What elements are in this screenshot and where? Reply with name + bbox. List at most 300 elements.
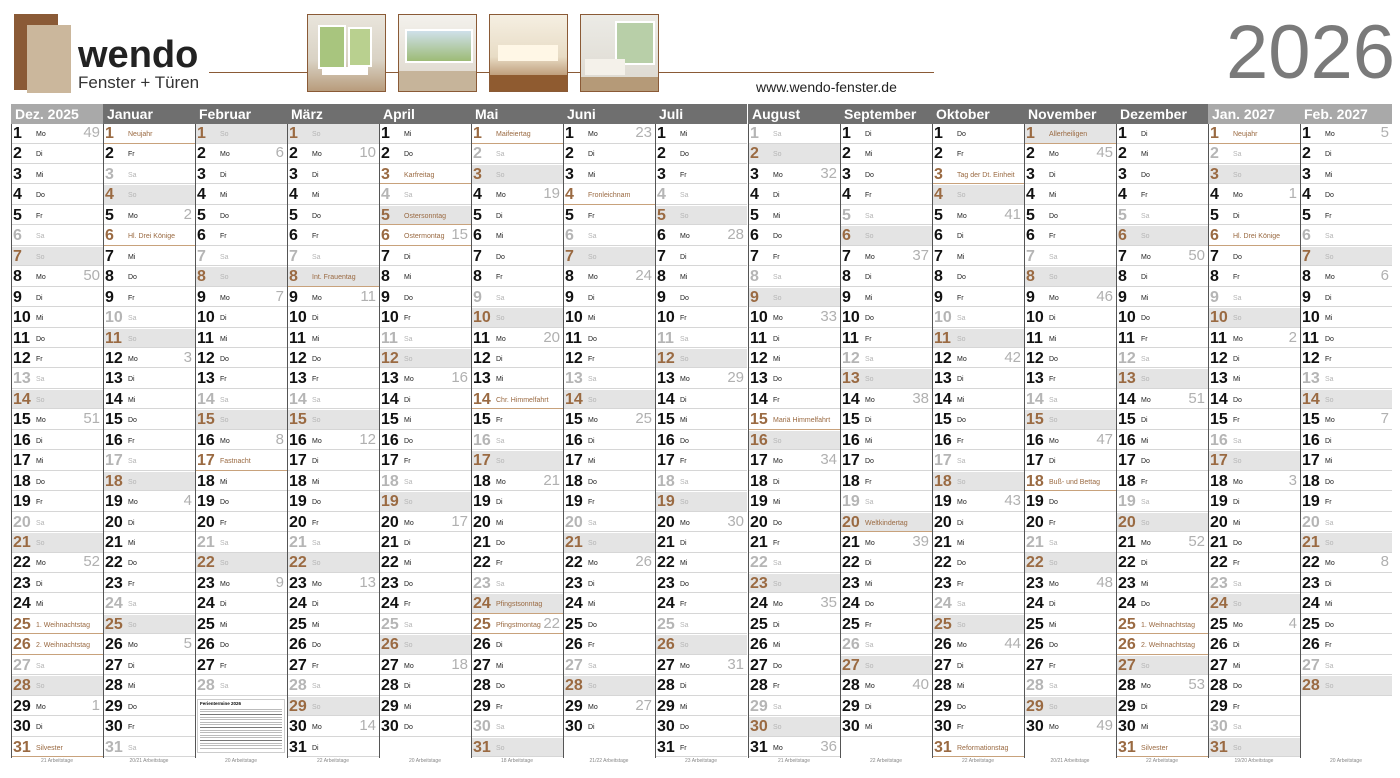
day-cell[interactable] (1024, 594, 1116, 614)
day-cell[interactable] (1024, 349, 1116, 369)
day-cell[interactable] (932, 533, 1024, 553)
day-cell[interactable] (103, 656, 195, 676)
day-cell[interactable] (655, 144, 747, 164)
day-cell[interactable] (1116, 226, 1208, 246)
day-cell[interactable] (1024, 533, 1116, 553)
day-cell[interactable] (932, 656, 1024, 676)
day-cell[interactable] (932, 369, 1024, 389)
day-cell[interactable] (563, 676, 655, 696)
day-cell[interactable] (379, 165, 471, 185)
day-cell[interactable] (1024, 513, 1116, 533)
day-cell[interactable] (932, 267, 1024, 287)
day-cell[interactable] (471, 656, 563, 676)
day-cell[interactable] (287, 615, 379, 635)
day-cell[interactable] (1116, 635, 1208, 655)
day-cell[interactable] (932, 513, 1024, 533)
day-cell[interactable] (195, 533, 287, 553)
day-cell[interactable] (1208, 676, 1300, 696)
day-cell[interactable] (1300, 615, 1392, 635)
day-cell[interactable] (563, 697, 655, 717)
day-cell[interactable] (1116, 329, 1208, 349)
day-cell[interactable] (1116, 738, 1208, 758)
day-cell[interactable] (287, 410, 379, 430)
day-cell[interactable] (11, 533, 103, 553)
day-cell[interactable] (1024, 615, 1116, 635)
day-cell[interactable] (563, 635, 655, 655)
day-cell[interactable] (1024, 369, 1116, 389)
day-cell[interactable] (195, 472, 287, 492)
day-cell[interactable] (379, 369, 471, 389)
day-cell[interactable] (1024, 553, 1116, 573)
day-cell[interactable] (655, 615, 747, 635)
day-cell[interactable] (471, 738, 563, 758)
day-cell[interactable] (287, 513, 379, 533)
day-cell[interactable] (287, 574, 379, 594)
day-cell[interactable] (932, 308, 1024, 328)
day-cell[interactable] (1208, 144, 1300, 164)
day-cell[interactable] (1208, 288, 1300, 308)
day-cell[interactable] (379, 635, 471, 655)
day-cell[interactable] (748, 513, 840, 533)
day-cell[interactable] (748, 594, 840, 614)
day-cell[interactable] (748, 574, 840, 594)
day-cell[interactable] (287, 185, 379, 205)
day-cell[interactable] (563, 594, 655, 614)
day-cell[interactable] (103, 492, 195, 512)
day-cell[interactable] (287, 431, 379, 451)
day-cell[interactable] (195, 594, 287, 614)
day-cell[interactable] (195, 451, 287, 471)
day-cell[interactable] (563, 451, 655, 471)
day-cell[interactable] (379, 226, 471, 246)
day-cell[interactable] (287, 492, 379, 512)
day-cell[interactable] (1300, 206, 1392, 226)
day-cell[interactable] (840, 553, 932, 573)
day-cell[interactable] (1024, 165, 1116, 185)
day-cell[interactable] (287, 553, 379, 573)
day-cell[interactable] (103, 635, 195, 655)
day-cell[interactable] (1024, 717, 1116, 737)
day-cell[interactable] (563, 513, 655, 533)
day-cell[interactable] (471, 390, 563, 410)
day-cell[interactable] (1116, 697, 1208, 717)
day-cell[interactable] (932, 738, 1024, 758)
day-cell[interactable] (748, 717, 840, 737)
day-cell[interactable] (471, 492, 563, 512)
day-cell[interactable] (287, 738, 379, 758)
day-cell[interactable] (195, 226, 287, 246)
day-cell[interactable] (748, 226, 840, 246)
day-cell[interactable] (287, 267, 379, 287)
day-cell[interactable] (840, 615, 932, 635)
day-cell[interactable] (1300, 267, 1392, 287)
day-cell[interactable] (1300, 410, 1392, 430)
day-cell[interactable] (11, 738, 103, 758)
day-cell[interactable] (379, 144, 471, 164)
day-cell[interactable] (471, 553, 563, 573)
day-cell[interactable] (1116, 717, 1208, 737)
day-cell[interactable] (932, 472, 1024, 492)
day-cell[interactable] (195, 676, 287, 696)
day-cell[interactable] (655, 717, 747, 737)
day-cell[interactable] (655, 329, 747, 349)
day-cell[interactable] (103, 533, 195, 553)
day-cell[interactable] (287, 288, 379, 308)
day-cell[interactable] (103, 349, 195, 369)
day-cell[interactable] (1300, 165, 1392, 185)
day-cell[interactable] (1116, 431, 1208, 451)
day-cell[interactable] (11, 247, 103, 267)
day-cell[interactable] (840, 185, 932, 205)
day-cell[interactable] (287, 390, 379, 410)
day-cell[interactable] (748, 410, 840, 430)
day-cell[interactable] (103, 431, 195, 451)
day-cell[interactable] (1116, 574, 1208, 594)
day-cell[interactable] (471, 533, 563, 553)
day-cell[interactable] (379, 676, 471, 696)
day-cell[interactable] (1116, 594, 1208, 614)
day-cell[interactable] (748, 615, 840, 635)
day-cell[interactable] (379, 574, 471, 594)
day-cell[interactable] (1024, 431, 1116, 451)
day-cell[interactable] (932, 492, 1024, 512)
day-cell[interactable] (471, 329, 563, 349)
day-cell[interactable] (840, 492, 932, 512)
day-cell[interactable] (932, 288, 1024, 308)
day-cell[interactable] (379, 349, 471, 369)
day-cell[interactable] (1024, 676, 1116, 696)
day-cell[interactable] (195, 329, 287, 349)
day-cell[interactable] (11, 267, 103, 287)
day-cell[interactable] (1116, 206, 1208, 226)
day-cell[interactable] (1024, 308, 1116, 328)
day-cell[interactable] (195, 288, 287, 308)
day-cell[interactable] (932, 349, 1024, 369)
day-cell[interactable] (11, 124, 103, 144)
day-cell[interactable] (195, 308, 287, 328)
day-cell[interactable] (932, 635, 1024, 655)
day-cell[interactable] (563, 472, 655, 492)
day-cell[interactable] (11, 369, 103, 389)
day-cell[interactable] (471, 717, 563, 737)
day-cell[interactable] (932, 431, 1024, 451)
day-cell[interactable] (471, 288, 563, 308)
day-cell[interactable] (103, 288, 195, 308)
day-cell[interactable] (932, 144, 1024, 164)
day-cell[interactable] (11, 492, 103, 512)
day-cell[interactable] (563, 717, 655, 737)
day-cell[interactable] (103, 472, 195, 492)
day-cell[interactable] (655, 410, 747, 430)
day-cell[interactable] (1208, 697, 1300, 717)
day-cell[interactable] (11, 717, 103, 737)
day-cell[interactable] (287, 533, 379, 553)
day-cell[interactable] (840, 656, 932, 676)
day-cell[interactable] (11, 472, 103, 492)
day-cell[interactable] (563, 144, 655, 164)
day-cell[interactable] (11, 226, 103, 246)
day-cell[interactable] (840, 165, 932, 185)
day-cell[interactable] (287, 144, 379, 164)
day-cell[interactable] (379, 206, 471, 226)
day-cell[interactable] (840, 431, 932, 451)
day-cell[interactable] (1116, 553, 1208, 573)
day-cell[interactable] (932, 717, 1024, 737)
day-cell[interactable] (103, 410, 195, 430)
day-cell[interactable] (11, 656, 103, 676)
day-cell[interactable] (1208, 615, 1300, 635)
day-cell[interactable] (655, 226, 747, 246)
day-cell[interactable] (1208, 472, 1300, 492)
day-cell[interactable] (840, 574, 932, 594)
day-cell[interactable] (563, 206, 655, 226)
day-cell[interactable] (1116, 267, 1208, 287)
day-cell[interactable] (103, 697, 195, 717)
day-cell[interactable] (471, 615, 563, 635)
day-cell[interactable] (195, 185, 287, 205)
day-cell[interactable] (748, 635, 840, 655)
day-cell[interactable] (1024, 697, 1116, 717)
day-cell[interactable] (379, 329, 471, 349)
day-cell[interactable] (1300, 676, 1392, 696)
day-cell[interactable] (379, 697, 471, 717)
day-cell[interactable] (195, 165, 287, 185)
day-cell[interactable] (655, 594, 747, 614)
day-cell[interactable] (471, 124, 563, 144)
day-cell[interactable] (1208, 533, 1300, 553)
day-cell[interactable] (195, 635, 287, 655)
day-cell[interactable] (1300, 349, 1392, 369)
day-cell[interactable] (287, 697, 379, 717)
website-url[interactable]: www.wendo-fenster.de (756, 79, 897, 95)
day-cell[interactable] (1024, 144, 1116, 164)
day-cell[interactable] (748, 349, 840, 369)
day-cell[interactable] (471, 349, 563, 369)
day-cell[interactable] (1116, 472, 1208, 492)
day-cell[interactable] (655, 369, 747, 389)
day-cell[interactable] (471, 144, 563, 164)
day-cell[interactable] (1116, 288, 1208, 308)
day-cell[interactable] (471, 369, 563, 389)
day-cell[interactable] (748, 267, 840, 287)
day-cell[interactable] (563, 492, 655, 512)
day-cell[interactable] (1024, 492, 1116, 512)
day-cell[interactable] (379, 267, 471, 287)
day-cell[interactable] (748, 472, 840, 492)
day-cell[interactable] (840, 288, 932, 308)
day-cell[interactable] (1024, 451, 1116, 471)
day-cell[interactable] (840, 349, 932, 369)
day-cell[interactable] (932, 451, 1024, 471)
day-cell[interactable] (655, 656, 747, 676)
day-cell[interactable] (1208, 185, 1300, 205)
day-cell[interactable] (1208, 451, 1300, 471)
day-cell[interactable] (1300, 574, 1392, 594)
day-cell[interactable] (195, 656, 287, 676)
day-cell[interactable] (1300, 635, 1392, 655)
day-cell[interactable] (103, 369, 195, 389)
day-cell[interactable] (932, 206, 1024, 226)
day-cell[interactable] (748, 390, 840, 410)
day-cell[interactable] (103, 513, 195, 533)
day-cell[interactable] (840, 451, 932, 471)
day-cell[interactable] (103, 553, 195, 573)
day-cell[interactable] (103, 308, 195, 328)
day-cell[interactable] (287, 594, 379, 614)
day-cell[interactable] (932, 247, 1024, 267)
day-cell[interactable] (471, 472, 563, 492)
day-cell[interactable] (379, 594, 471, 614)
day-cell[interactable] (103, 594, 195, 614)
day-cell[interactable] (1116, 124, 1208, 144)
day-cell[interactable] (563, 656, 655, 676)
day-cell[interactable] (11, 185, 103, 205)
day-cell[interactable] (379, 656, 471, 676)
day-cell[interactable] (1024, 185, 1116, 205)
day-cell[interactable] (932, 226, 1024, 246)
day-cell[interactable] (471, 513, 563, 533)
day-cell[interactable] (1024, 329, 1116, 349)
day-cell[interactable] (11, 165, 103, 185)
day-cell[interactable] (379, 390, 471, 410)
day-cell[interactable] (1300, 533, 1392, 553)
day-cell[interactable] (103, 247, 195, 267)
day-cell[interactable] (287, 247, 379, 267)
day-cell[interactable] (655, 390, 747, 410)
day-cell[interactable] (1116, 390, 1208, 410)
day-cell[interactable] (1116, 144, 1208, 164)
day-cell[interactable] (11, 635, 103, 655)
day-cell[interactable] (195, 431, 287, 451)
day-cell[interactable] (287, 451, 379, 471)
day-cell[interactable] (1116, 533, 1208, 553)
day-cell[interactable] (195, 410, 287, 430)
day-cell[interactable] (748, 431, 840, 451)
day-cell[interactable] (840, 308, 932, 328)
day-cell[interactable] (840, 410, 932, 430)
day-cell[interactable] (840, 472, 932, 492)
day-cell[interactable] (840, 513, 932, 533)
day-cell[interactable] (287, 472, 379, 492)
day-cell[interactable] (195, 206, 287, 226)
day-cell[interactable] (1300, 124, 1392, 144)
day-cell[interactable] (748, 165, 840, 185)
day-cell[interactable] (1208, 349, 1300, 369)
day-cell[interactable] (1208, 574, 1300, 594)
day-cell[interactable] (655, 288, 747, 308)
day-cell[interactable] (11, 676, 103, 696)
day-cell[interactable] (1024, 267, 1116, 287)
day-cell[interactable] (287, 369, 379, 389)
day-cell[interactable] (1208, 594, 1300, 614)
day-cell[interactable] (840, 697, 932, 717)
day-cell[interactable] (103, 717, 195, 737)
day-cell[interactable] (1116, 451, 1208, 471)
day-cell[interactable] (11, 594, 103, 614)
day-cell[interactable] (195, 513, 287, 533)
day-cell[interactable] (11, 431, 103, 451)
day-cell[interactable] (379, 615, 471, 635)
day-cell[interactable] (11, 697, 103, 717)
day-cell[interactable] (471, 431, 563, 451)
day-cell[interactable] (11, 451, 103, 471)
day-cell[interactable] (103, 267, 195, 287)
day-cell[interactable] (11, 144, 103, 164)
day-cell[interactable] (471, 697, 563, 717)
day-cell[interactable] (563, 226, 655, 246)
day-cell[interactable] (1116, 165, 1208, 185)
day-cell[interactable] (1024, 124, 1116, 144)
day-cell[interactable] (11, 410, 103, 430)
day-cell[interactable] (655, 676, 747, 696)
day-cell[interactable] (471, 451, 563, 471)
day-cell[interactable] (1208, 738, 1300, 758)
day-cell[interactable] (1116, 185, 1208, 205)
day-cell[interactable] (379, 472, 471, 492)
day-cell[interactable] (748, 553, 840, 573)
day-cell[interactable] (1300, 472, 1392, 492)
day-cell[interactable] (1300, 185, 1392, 205)
day-cell[interactable] (471, 574, 563, 594)
day-cell[interactable] (1024, 247, 1116, 267)
day-cell[interactable] (840, 124, 932, 144)
day-cell[interactable] (11, 349, 103, 369)
day-cell[interactable] (1300, 369, 1392, 389)
day-cell[interactable] (840, 206, 932, 226)
day-cell[interactable] (471, 635, 563, 655)
day-cell[interactable] (748, 697, 840, 717)
day-cell[interactable] (932, 574, 1024, 594)
day-cell[interactable] (655, 472, 747, 492)
day-cell[interactable] (103, 165, 195, 185)
day-cell[interactable] (379, 288, 471, 308)
day-cell[interactable] (287, 656, 379, 676)
day-cell[interactable] (1208, 553, 1300, 573)
day-cell[interactable] (563, 369, 655, 389)
day-cell[interactable] (1024, 226, 1116, 246)
day-cell[interactable] (195, 553, 287, 573)
day-cell[interactable] (840, 226, 932, 246)
day-cell[interactable] (748, 369, 840, 389)
day-cell[interactable] (932, 124, 1024, 144)
day-cell[interactable] (1116, 615, 1208, 635)
day-cell[interactable] (1300, 451, 1392, 471)
day-cell[interactable] (287, 635, 379, 655)
day-cell[interactable] (103, 574, 195, 594)
day-cell[interactable] (471, 267, 563, 287)
day-cell[interactable] (655, 513, 747, 533)
day-cell[interactable] (11, 329, 103, 349)
day-cell[interactable] (1208, 635, 1300, 655)
day-cell[interactable] (11, 513, 103, 533)
day-cell[interactable] (748, 124, 840, 144)
day-cell[interactable] (471, 226, 563, 246)
day-cell[interactable] (932, 185, 1024, 205)
day-cell[interactable] (563, 410, 655, 430)
day-cell[interactable] (563, 574, 655, 594)
day-cell[interactable] (1300, 390, 1392, 410)
day-cell[interactable] (103, 226, 195, 246)
day-cell[interactable] (655, 635, 747, 655)
day-cell[interactable] (379, 451, 471, 471)
day-cell[interactable] (1208, 390, 1300, 410)
day-cell[interactable] (287, 717, 379, 737)
day-cell[interactable] (748, 676, 840, 696)
day-cell[interactable] (748, 492, 840, 512)
day-cell[interactable] (932, 676, 1024, 696)
day-cell[interactable] (1208, 717, 1300, 737)
day-cell[interactable] (840, 247, 932, 267)
